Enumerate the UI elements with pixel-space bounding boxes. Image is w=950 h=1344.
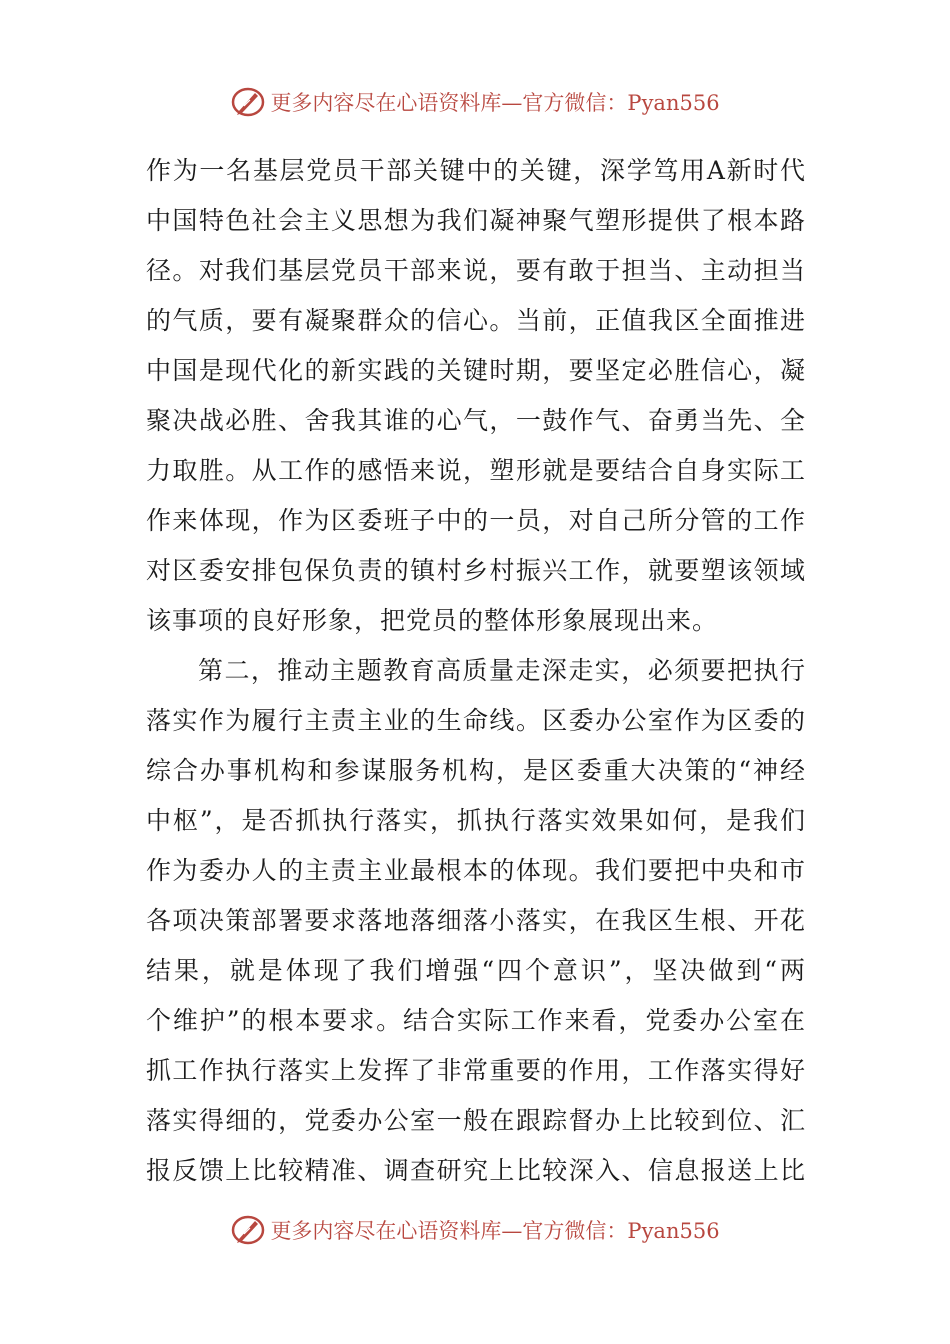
text-line: 力取胜。从工作的感悟来说，塑形就是要结合自身实际工 [146, 456, 806, 485]
text-line: 的气质，要有凝聚群众的信心。当前，正值我区全面推进 [146, 306, 806, 335]
text-line: 结果，就是体现了我们增强“四个意识”，坚决做到“两 [146, 956, 806, 985]
text-line: 报反馈上比较精准、调查研究上比较深入、信息报送上比 [146, 1156, 806, 1185]
text-line: 中国是现代化的新实践的关键时期，要坚定必胜信心，凝 [146, 356, 806, 385]
pen-logo-icon [230, 84, 266, 120]
text-line: 落实得细的，党委办公室一般在跟踪督办上比较到位、汇 [146, 1106, 806, 1135]
text-line: 抓工作执行落实上发挥了非常重要的作用，工作落实得好 [146, 1056, 806, 1085]
paragraph-end-line: 该事项的良好形象，把党员的整体形象展现出来。 [146, 606, 719, 635]
text-line: 各项决策部署要求落地落细落小落实，在我区生根、开花 [146, 906, 806, 935]
watermark-text: 更多内容尽在心语资料库—官方微信：Pyan556 [270, 91, 720, 115]
watermark-text: 更多内容尽在心语资料库—官方微信：Pyan556 [270, 1219, 720, 1243]
text-line: 落实作为履行主责主业的生命线。区委办公室作为区委的 [146, 706, 806, 735]
pen-logo-icon [230, 1212, 266, 1248]
text-line: 对区委安排包保负责的镇村乡村振兴工作，就要塑该领域 [146, 556, 806, 585]
text-line: 聚决战必胜、舍我其谁的心气，一鼓作气、奋勇当先、全 [146, 406, 806, 435]
text-line: 作来体现，作为区委班子中的一员，对自己所分管的工作 [146, 506, 806, 535]
text-line: 作为一名基层党员干部关键中的关键，深学笃用A新时代 [146, 156, 806, 185]
document-body [146, 146, 806, 1196]
paragraph-start-line: 第二，推动主题教育高质量走深走实，必须要把执行 [198, 656, 806, 685]
text-line: 综合办事机构和参谋服务机构，是区委重大决策的“神经 [146, 756, 806, 785]
text-line: 径。对我们基层党员干部来说，要有敢于担当、主动担当 [146, 256, 806, 285]
text-line: 个维护”的根本要求。结合实际工作来看，党委办公室在 [146, 1006, 806, 1035]
header-watermark-banner [0, 82, 950, 122]
text-line: 作为委办人的主责主业最根本的体现。我们要把中央和市 [146, 856, 806, 885]
text-line: 中国特色社会主义思想为我们凝神聚气塑形提供了根本路 [146, 206, 806, 235]
footer-watermark-banner [0, 1210, 950, 1250]
text-line: 中枢”，是否抓执行落实，抓执行落实效果如何，是我们 [146, 806, 806, 835]
